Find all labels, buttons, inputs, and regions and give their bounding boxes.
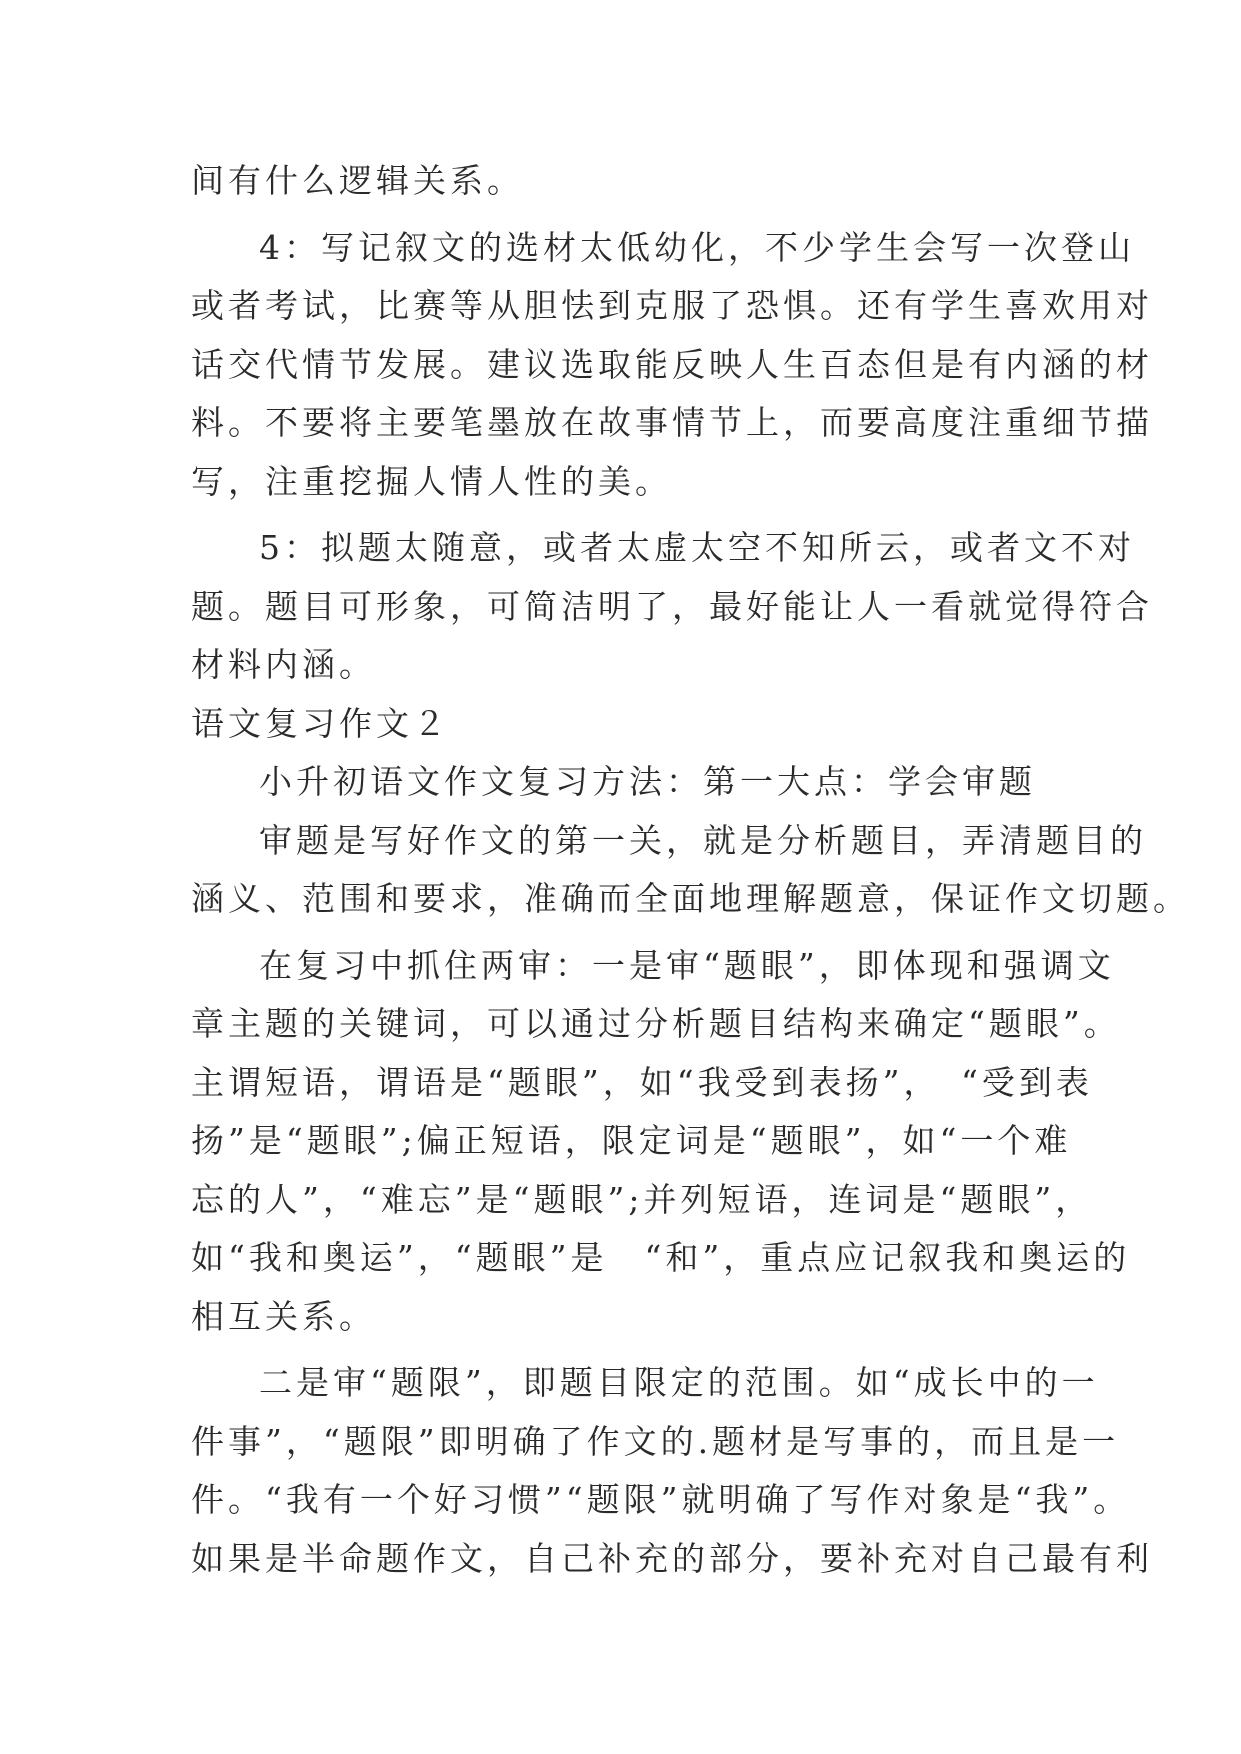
- text-line: 4：写记叙文的选材太低幼化，不少学生会写一次登山: [259, 227, 1135, 267]
- text-line: 扬”是“题眼”;偏正短语，限定词是“题眼”，如“一个难: [191, 1121, 1072, 1160]
- text-line: 件事”，“题限”即明确了作文的.题材是写事的，而且是一: [191, 1421, 1120, 1461]
- text-line: 语文复习作文２: [191, 703, 450, 743]
- section-heading: [191, 695, 1071, 754]
- text-line: 主谓短语，谓语是“题眼”，如“我受到表扬”， “受到表: [191, 1062, 1093, 1102]
- paragraph-point-5: [191, 519, 1153, 695]
- text-line: 间有什么逻辑关系。: [191, 161, 524, 200]
- text-line: 5：拟题太随意，或者太虚太空不知所云，或者文不对: [259, 528, 1135, 567]
- paragraph-review-topic: [191, 812, 1190, 929]
- text-line: 如“我和奥运”，“题眼”是 “和”，重点应记叙我和奥运的: [191, 1238, 1131, 1277]
- text-line: 题。题目可形象，可简洁明了，最好能让人一看就觉得符合: [191, 586, 1153, 626]
- text-line: 话交代情节发展。建议选取能反映人生百态但是有内涵的材: [191, 344, 1153, 384]
- text-line: 在复习中抓住两审：一是审“题眼”，即体现和强调文: [259, 945, 1115, 985]
- text-line: 件。“我有一个好习惯”“题限”就明确了写作对象是“我”。: [191, 1480, 1131, 1519]
- text-line: 如果是半命题作文，自己补充的部分，要补充对自己最有利: [191, 1538, 1153, 1578]
- document-body: [191, 152, 1190, 1588]
- text-line: 小升初语文作文复习方法：第一大点：学会审题: [259, 762, 1036, 801]
- text-line: 章主题的关键词，可以通过分析题目结构来确定“题眼”。: [191, 1004, 1121, 1043]
- paragraph-logic-relation: [191, 152, 1071, 211]
- text-line: 涵义、范围和要求，准确而全面地理解题意，保证作文切题。: [191, 879, 1190, 918]
- text-line: 材料内涵。: [191, 645, 376, 684]
- text-line: 或者考试，比赛等从胆怯到克服了恐惧。还有学生喜欢用对: [191, 286, 1153, 325]
- text-line: 二是审“题限”，即题目限定的范围。如“成长中的一: [259, 1363, 1099, 1402]
- paragraph-topic-eye: [191, 937, 1131, 1347]
- text-line: 料。不要将主要笔墨放在故事情节上，而要高度注重细节描: [191, 403, 1153, 442]
- paragraph-topic-limit: [191, 1354, 1153, 1588]
- text-line: 忘的人”，“难忘”是“题眼”;并列短语，连词是“题眼”，: [191, 1179, 1093, 1219]
- text-line: 写，注重挖掘人情人性的美。: [191, 461, 672, 501]
- paragraph-point-4: [191, 219, 1153, 512]
- text-line: 审题是写好作文的第一关，就是分析题目，弄清题目的: [259, 820, 1147, 860]
- text-line: 相互关系。: [191, 1296, 376, 1336]
- paragraph-subtitle: [191, 753, 1071, 812]
